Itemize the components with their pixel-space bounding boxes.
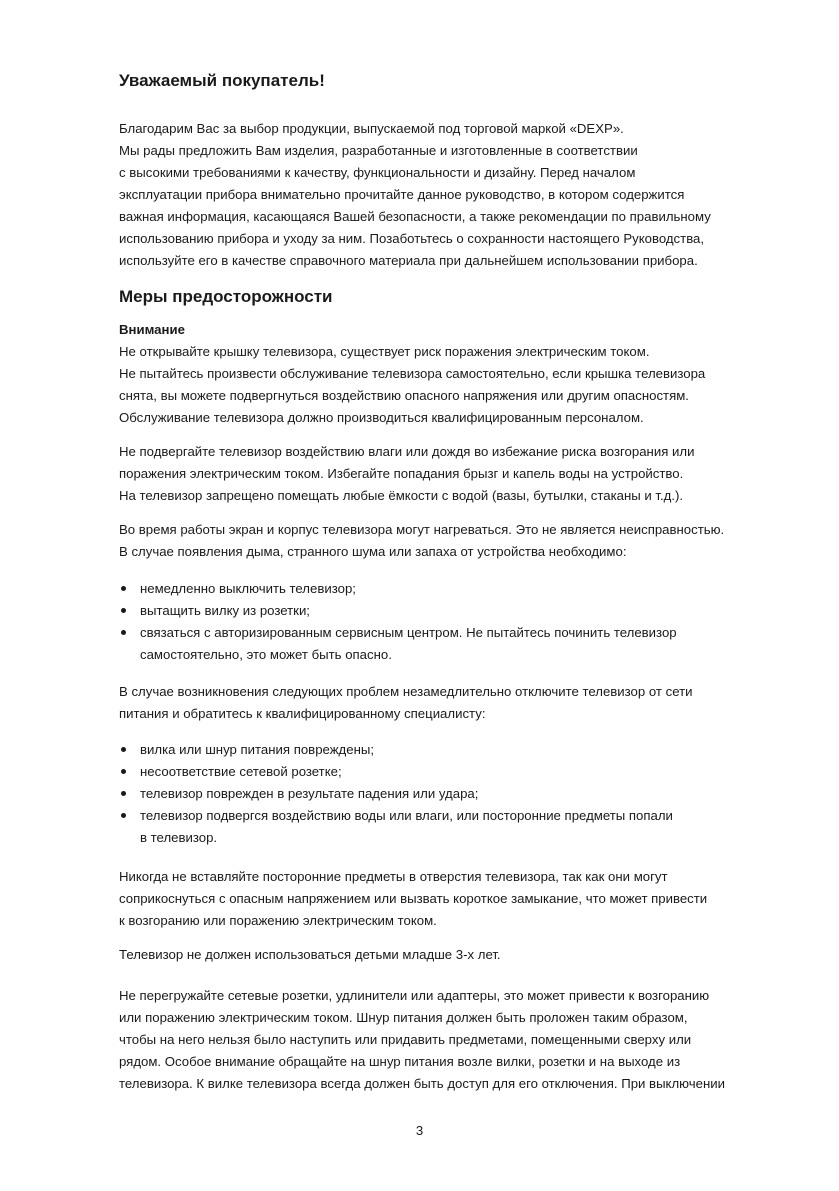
list-item-text: в телевизор. xyxy=(140,830,218,845)
list-item xyxy=(119,578,779,600)
page-number: 3 xyxy=(415,1123,424,1138)
text-line: Никогда не вставляйте посторонние предметы в отверстия телевизора, так как они могут xyxy=(119,869,668,884)
children-paragraph xyxy=(119,944,779,966)
moisture-paragraph xyxy=(119,441,779,507)
list-item-text: несоответствие сетевой розетке; xyxy=(140,764,342,779)
text-line: используйте его в качестве справочного материала при дальнейшем использовании прибора. xyxy=(119,253,698,268)
text-line: На телевизор запрещено помещать любые ёмкости с водой (вазы, бутылки, стаканы и т.д.). xyxy=(119,488,684,503)
heating-paragraph xyxy=(119,519,779,563)
text-line: чтобы на него нельзя было наступить или придавить предметами, помещенными сверху или xyxy=(119,1032,692,1047)
text-line: снята, вы можете подвергнуться воздействию опасного напряжения или другим опасностям. xyxy=(119,388,689,403)
outlets-paragraph xyxy=(119,985,779,1095)
text-line: Мы рады предложить Вам изделия, разработанные и изготовленные в соответствии xyxy=(119,143,638,158)
list-item-text: немедленно выключить телевизор; xyxy=(140,581,356,596)
text-line: В случае появления дыма, странного шума или запаха от устройства необходимо: xyxy=(119,544,627,559)
list-item-text: телевизор поврежден в результате падения или удара; xyxy=(140,786,479,801)
foreign-objects-paragraph xyxy=(119,866,779,932)
text-line: важная информация, касающаяся Вашей безопасности, а также рекомендации по правильному xyxy=(119,209,711,224)
text-line: рядом. Особое внимание обращайте на шнур питания возле вилки, розетки и на выходе из xyxy=(119,1054,681,1069)
greeting-paragraph xyxy=(119,118,779,272)
text-line: или поражению электрическим током. Шнур питания должен быть проложен таким образом, xyxy=(119,1010,688,1025)
list-item-text: вытащить вилку из розетки; xyxy=(140,603,310,618)
list-item xyxy=(119,600,779,622)
text-line: Благодарим Вас за выбор продукции, выпускаемой под торговой маркой «DEXP». xyxy=(119,121,624,136)
list-item xyxy=(119,761,779,783)
problems-list xyxy=(119,739,779,849)
text-line: Не открывайте крышку телевизора, существует риск поражения электрическим током. xyxy=(119,344,650,359)
list-item-text: самостоятельно, это может быть опасно. xyxy=(140,647,392,662)
precautions-title: Меры предосторожности xyxy=(119,287,333,306)
text-line: Во время работы экран и корпус телевизора могут нагреваться. Это не является неисправностью. xyxy=(119,522,725,537)
text-line: Не подвергайте телевизор воздействию влаги или дождя во избежание риска возгорания или xyxy=(119,444,695,459)
list-item-text: телевизор подвергся воздействию воды или влаги, или посторонние предметы попали xyxy=(140,808,673,823)
list-item-text: вилка или шнур питания повреждены; xyxy=(140,742,374,757)
text-line: к возгоранию или поражению электрическим током. xyxy=(119,913,437,928)
text-line: с высокими требованиями к качеству, функциональности и дизайну. Перед началом xyxy=(119,165,636,180)
text-line: соприкоснуться с опасным напряжением или вызвать короткое замыкание, что может привести xyxy=(119,891,708,906)
text-line: Обслуживание телевизора должно производиться квалифицированным персоналом. xyxy=(119,410,644,425)
smoke-actions-list xyxy=(119,578,779,666)
text-line: телевизора. К вилке телевизора всегда должен быть доступ для его отключения. При выключении xyxy=(119,1076,725,1091)
list-item xyxy=(119,783,779,805)
problems-paragraph xyxy=(119,681,779,725)
attention-label: Внимание xyxy=(119,322,185,337)
greeting-title: Уважаемый покупатель! xyxy=(119,71,325,90)
text-line: Телевизор не должен использоваться детьми младше 3-х лет. xyxy=(119,947,501,962)
list-item xyxy=(119,739,779,761)
text-line: эксплуатации прибора внимательно прочитайте данное руководство, в котором содержится xyxy=(119,187,685,202)
attention-paragraph xyxy=(119,319,779,429)
list-item-text: связаться с авторизированным сервисным центром. Не пытайтесь починить телевизор xyxy=(140,625,677,640)
list-item xyxy=(119,805,779,849)
text-line: поражения электрическим током. Избегайте попадания брызг и капель воды на устройство. xyxy=(119,466,684,481)
text-line: питания и обратитесь к квалифицированному специалисту: xyxy=(119,706,486,721)
text-line: В случае возникновения следующих проблем незамедлительно отключите телевизор от сети xyxy=(119,684,693,699)
list-item xyxy=(119,622,779,666)
text-line: использованию прибора и уходу за ним. Позаботьтесь о сохранности настоящего Руководства, xyxy=(119,231,705,246)
text-line: Не перегружайте сетевые розетки, удлинители или адаптеры, это может привести к возгоранию xyxy=(119,988,710,1003)
text-line: Не пытайтесь произвести обслуживание телевизора самостоятельно, если крышка телевизора xyxy=(119,366,706,381)
